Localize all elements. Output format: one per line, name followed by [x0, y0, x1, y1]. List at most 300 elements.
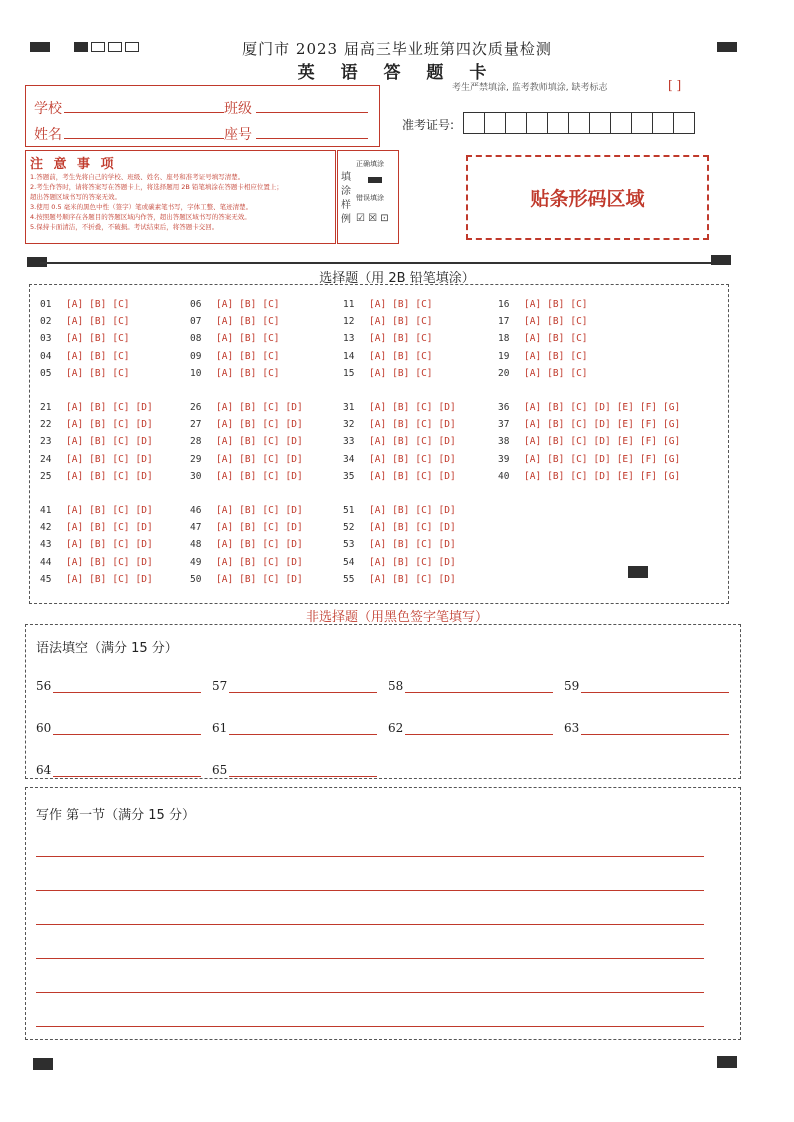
option-bubble[interactable]: [C]	[112, 573, 130, 585]
blank-63[interactable]: 63	[564, 721, 729, 735]
option-bubble[interactable]: [B]	[392, 470, 410, 482]
question-number: 24	[40, 453, 52, 465]
option-bubble[interactable]: [B]	[547, 316, 565, 328]
option-bubble[interactable]: [A]	[216, 556, 234, 568]
option-bubble[interactable]: [C]	[112, 436, 130, 448]
option-bubble[interactable]: [F]	[639, 436, 658, 448]
option-bubble[interactable]: [C]	[262, 419, 280, 431]
option-bubble[interactable]: [B]	[89, 453, 107, 465]
option-bubble[interactable]: [C]	[415, 539, 433, 551]
option-bubble[interactable]: [A]	[216, 470, 234, 482]
writing-line[interactable]	[36, 992, 704, 993]
mc-question-48	[190, 539, 309, 550]
sample-vertical-label: 填涂样例	[341, 172, 351, 225]
option-bubble[interactable]: [F]	[639, 470, 658, 482]
note-item: 3.使用 0.5 毫米的黑色中性（签字）笔或碳素笔书写，字体工整、笔迹清楚。	[30, 203, 253, 211]
mc-question-14	[343, 351, 439, 362]
option-bubble[interactable]: [A]	[369, 436, 387, 448]
exam-number-cells[interactable]	[463, 112, 694, 134]
question-number: 17	[498, 316, 510, 328]
option-bubble[interactable]: [D]	[593, 419, 611, 431]
blank-57[interactable]: 57	[212, 679, 377, 693]
option-bubble[interactable]: [A]	[216, 316, 234, 328]
question-number: 22	[40, 419, 52, 431]
option-bubble[interactable]: [B]	[239, 539, 257, 551]
option-bubble[interactable]: [D]	[135, 573, 153, 585]
option-bubble[interactable]: [A]	[524, 299, 542, 310]
option-bubble[interactable]: [B]	[547, 470, 565, 482]
blank-56[interactable]: 56	[36, 679, 201, 693]
option-bubble[interactable]: [B]	[239, 316, 257, 328]
option-bubble[interactable]: [C]	[415, 505, 433, 516]
option-bubble[interactable]: [C]	[262, 402, 280, 413]
option-bubble[interactable]: [D]	[285, 573, 303, 585]
option-bubble[interactable]: [D]	[285, 419, 303, 431]
option-bubble[interactable]: [E]	[616, 419, 634, 431]
option-bubble[interactable]: [B]	[392, 299, 410, 310]
option-bubble[interactable]: [B]	[239, 556, 257, 568]
option-bubble[interactable]: [C]	[415, 299, 433, 310]
question-number: 51	[343, 505, 355, 516]
option-bubble[interactable]: [A]	[66, 453, 84, 465]
blank-65[interactable]: 65	[212, 763, 377, 777]
option-bubble[interactable]: [A]	[369, 453, 387, 465]
option-bubble[interactable]: [A]	[216, 367, 234, 379]
writing-line[interactable]	[36, 924, 704, 925]
option-bubble[interactable]: [B]	[392, 367, 410, 379]
blank-64[interactable]: 64	[36, 763, 201, 777]
option-bubble[interactable]: [B]	[89, 367, 107, 379]
option-bubble[interactable]: [B]	[547, 367, 565, 379]
option-bubble[interactable]: [C]	[112, 350, 130, 362]
option-bubble[interactable]: [B]	[547, 299, 565, 310]
option-bubble[interactable]: [C]	[262, 505, 280, 516]
option-bubble[interactable]: [D]	[135, 402, 153, 413]
option-bubble[interactable]: [B]	[392, 573, 410, 585]
mc-question-54	[343, 557, 462, 568]
option-bubble[interactable]: [A]	[369, 556, 387, 568]
blank-59[interactable]: 59	[564, 679, 729, 693]
option-bubble[interactable]: [C]	[415, 333, 433, 345]
option-bubble[interactable]: [A]	[216, 505, 234, 516]
option-bubble[interactable]: [B]	[392, 556, 410, 568]
mc-question-09	[190, 351, 286, 362]
option-bubble[interactable]: [A]	[66, 299, 84, 310]
mc-question-13	[343, 333, 439, 344]
question-number: 30	[190, 470, 202, 482]
option-bubble[interactable]: [D]	[285, 470, 303, 482]
option-bubble[interactable]: [A]	[66, 470, 84, 482]
option-bubble[interactable]: [C]	[262, 453, 280, 465]
option-bubble[interactable]: [C]	[415, 522, 433, 534]
option-bubble[interactable]: [B]	[392, 522, 410, 534]
option-bubble[interactable]: [B]	[547, 436, 565, 448]
option-bubble[interactable]: [D]	[438, 402, 456, 413]
question-number: 20	[498, 367, 510, 379]
question-number: 32	[343, 419, 355, 431]
question-number: 15	[343, 367, 355, 379]
question-number: 27	[190, 419, 202, 431]
option-bubble[interactable]: [D]	[438, 522, 456, 534]
question-number: 21	[40, 402, 52, 413]
option-bubble[interactable]: [B]	[89, 505, 107, 516]
school-field[interactable]	[64, 112, 224, 113]
mc-question-22	[40, 419, 159, 430]
option-bubble[interactable]: [D]	[135, 522, 153, 534]
option-bubble[interactable]: [G]	[663, 402, 681, 413]
option-bubble[interactable]: [A]	[369, 402, 387, 413]
option-bubble[interactable]: [A]	[524, 419, 542, 431]
option-bubble[interactable]: [D]	[135, 539, 153, 551]
mc-question-31	[343, 402, 462, 413]
mc-question-47	[190, 522, 309, 533]
blank-58[interactable]: 58	[388, 679, 553, 693]
writing-line[interactable]	[36, 890, 704, 891]
option-bubble[interactable]: [B]	[392, 333, 410, 345]
question-number: 53	[343, 539, 355, 551]
question-number: 12	[343, 316, 355, 328]
option-bubble[interactable]: [G]	[663, 436, 681, 448]
option-bubble[interactable]: [A]	[66, 522, 84, 534]
option-bubble[interactable]: [B]	[89, 402, 107, 413]
option-bubble[interactable]: [B]	[89, 539, 107, 551]
option-bubble[interactable]: [D]	[135, 556, 153, 568]
option-bubble[interactable]: [A]	[66, 316, 84, 328]
option-bubble[interactable]: [D]	[285, 522, 303, 534]
option-bubble[interactable]: [C]	[112, 316, 130, 328]
option-bubble[interactable]: [C]	[415, 470, 433, 482]
mc-question-16	[498, 299, 594, 310]
mc-question-12	[343, 316, 439, 327]
note-item: 1.答题前，考生先将自己的学校、班级、姓名、座号和准考证号填写清楚。	[30, 173, 245, 181]
option-bubble[interactable]: [C]	[112, 505, 130, 516]
option-bubble[interactable]: [A]	[216, 350, 234, 362]
mc-question-25	[40, 471, 159, 482]
writing-line[interactable]	[36, 856, 704, 857]
question-number: 42	[40, 522, 52, 534]
question-number: 05	[40, 367, 52, 379]
option-bubble[interactable]: [B]	[392, 316, 410, 328]
option-bubble[interactable]: [A]	[66, 402, 84, 413]
option-bubble[interactable]: [A]	[369, 350, 387, 362]
option-bubble[interactable]: [D]	[438, 573, 456, 585]
option-bubble[interactable]: [B]	[239, 470, 257, 482]
question-number: 54	[343, 556, 355, 568]
option-bubble[interactable]: [B]	[392, 505, 410, 516]
option-bubble[interactable]: [C]	[262, 573, 280, 585]
option-bubble[interactable]: [D]	[438, 505, 456, 516]
option-bubble[interactable]: [B]	[239, 453, 257, 465]
option-bubble[interactable]: [D]	[438, 470, 456, 482]
option-bubble[interactable]: [F]	[639, 419, 658, 431]
option-bubble[interactable]: [C]	[112, 367, 130, 379]
option-bubble[interactable]: [D]	[593, 402, 611, 413]
option-bubble[interactable]: [C]	[262, 367, 280, 379]
blank-61[interactable]: 61	[212, 721, 377, 735]
option-bubble[interactable]: [D]	[593, 470, 611, 482]
option-bubble[interactable]: [C]	[415, 556, 433, 568]
option-bubble[interactable]: [D]	[135, 505, 153, 516]
option-bubble[interactable]: [A]	[369, 573, 387, 585]
option-bubble[interactable]: [C]	[415, 453, 433, 465]
option-bubble[interactable]: [A]	[524, 367, 542, 379]
option-bubble[interactable]: [D]	[135, 453, 153, 465]
question-number: 36	[498, 402, 510, 413]
mc-question-37	[498, 419, 686, 430]
option-bubble[interactable]: [B]	[239, 522, 257, 534]
option-bubble[interactable]: [A]	[66, 436, 84, 448]
option-bubble[interactable]: [C]	[415, 367, 433, 379]
option-bubble[interactable]: [C]	[262, 522, 280, 534]
option-bubble[interactable]: [B]	[239, 367, 257, 379]
question-number: 50	[190, 573, 202, 585]
option-bubble[interactable]: [C]	[570, 470, 588, 482]
option-bubble[interactable]: [A]	[66, 539, 84, 551]
option-bubble[interactable]: [B]	[89, 573, 107, 585]
option-bubble[interactable]: [B]	[239, 505, 257, 516]
option-bubble[interactable]: [A]	[216, 436, 234, 448]
question-number: 04	[40, 350, 52, 362]
option-bubble[interactable]: [C]	[415, 402, 433, 413]
option-bubble[interactable]: [B]	[89, 350, 107, 362]
option-bubble[interactable]: [D]	[285, 505, 303, 516]
option-bubble[interactable]: [A]	[369, 299, 387, 310]
option-bubble[interactable]: [E]	[616, 470, 634, 482]
question-number: 08	[190, 333, 202, 345]
option-bubble[interactable]: [C]	[262, 539, 280, 551]
option-bubble[interactable]: [B]	[392, 539, 410, 551]
option-bubble[interactable]: [D]	[285, 539, 303, 551]
option-bubble[interactable]: [B]	[547, 350, 565, 362]
writing-line[interactable]	[36, 958, 704, 959]
mc-question-01	[40, 299, 136, 310]
option-bubble[interactable]: [D]	[438, 539, 456, 551]
option-bubble[interactable]: [B]	[239, 402, 257, 413]
option-bubble[interactable]: [F]	[639, 402, 658, 413]
option-bubble[interactable]: [B]	[392, 419, 410, 431]
option-bubble[interactable]: [A]	[524, 453, 542, 465]
option-bubble[interactable]: [C]	[112, 556, 130, 568]
notes-title: 注 意 事 项	[30, 157, 117, 172]
option-bubble[interactable]: [C]	[112, 522, 130, 534]
option-bubble[interactable]: [B]	[392, 350, 410, 362]
seat-label: 座号	[224, 127, 252, 143]
option-bubble[interactable]: [C]	[570, 402, 588, 413]
option-bubble[interactable]: [C]	[112, 333, 130, 345]
option-bubble[interactable]: [C]	[112, 453, 130, 465]
question-number: 02	[40, 316, 52, 328]
option-bubble[interactable]: [A]	[66, 350, 84, 362]
option-bubble[interactable]: [C]	[112, 470, 130, 482]
option-bubble[interactable]: [B]	[547, 402, 565, 413]
option-bubble[interactable]: [A]	[369, 505, 387, 516]
absent-checkbox[interactable]: [ ]	[668, 78, 682, 92]
option-bubble[interactable]: [B]	[239, 333, 257, 345]
option-bubble[interactable]: [E]	[616, 402, 634, 413]
option-bubble[interactable]: [A]	[216, 419, 234, 431]
option-bubble[interactable]: [D]	[438, 419, 456, 431]
option-bubble[interactable]: [D]	[438, 453, 456, 465]
option-bubble[interactable]: [B]	[547, 419, 565, 431]
seat-field[interactable]	[256, 138, 368, 139]
option-bubble[interactable]: [A]	[369, 333, 387, 345]
option-bubble[interactable]: [C]	[262, 299, 280, 310]
option-bubble[interactable]: [C]	[570, 316, 588, 328]
option-bubble[interactable]: [B]	[89, 419, 107, 431]
option-bubble[interactable]: [B]	[89, 556, 107, 568]
timing-mark-bottom-right	[717, 1056, 737, 1068]
option-bubble[interactable]: [C]	[262, 316, 280, 328]
option-bubble[interactable]: [C]	[570, 350, 588, 362]
mc-question-35	[343, 471, 462, 482]
option-bubble[interactable]: [C]	[415, 419, 433, 431]
option-bubble[interactable]: [B]	[239, 573, 257, 585]
option-bubble[interactable]: [B]	[392, 402, 410, 413]
option-bubble[interactable]: [D]	[438, 556, 456, 568]
question-number: 31	[343, 402, 355, 413]
option-bubble[interactable]: [D]	[593, 436, 611, 448]
option-bubble[interactable]: [B]	[89, 333, 107, 345]
question-number: 29	[190, 453, 202, 465]
option-bubble[interactable]: [A]	[524, 350, 542, 362]
option-bubble[interactable]: [B]	[392, 453, 410, 465]
option-bubble[interactable]: [C]	[262, 556, 280, 568]
option-bubble[interactable]: [D]	[135, 436, 153, 448]
option-bubble[interactable]: [D]	[285, 436, 303, 448]
option-bubble[interactable]: [A]	[216, 539, 234, 551]
blank-62[interactable]: 62	[388, 721, 553, 735]
question-number: 06	[190, 299, 202, 310]
option-bubble[interactable]: [A]	[66, 419, 84, 431]
option-bubble[interactable]: [B]	[239, 299, 257, 310]
mc-question-34	[343, 454, 462, 465]
option-bubble[interactable]: [A]	[369, 419, 387, 431]
option-bubble[interactable]: [D]	[593, 453, 611, 465]
option-bubble[interactable]: [A]	[216, 522, 234, 534]
mc-section-title: 选择题（用 2B 铅笔填涂）	[319, 271, 475, 286]
option-bubble[interactable]: [A]	[66, 556, 84, 568]
blank-60[interactable]: 60	[36, 721, 201, 735]
option-bubble[interactable]: [B]	[239, 350, 257, 362]
option-bubble[interactable]: [G]	[663, 470, 681, 482]
option-bubble[interactable]: [B]	[547, 333, 565, 345]
writing-line[interactable]	[36, 1026, 704, 1027]
mc-question-02	[40, 316, 136, 327]
option-bubble[interactable]: [D]	[135, 470, 153, 482]
name-field[interactable]	[64, 138, 224, 139]
mc-question-44	[40, 557, 159, 568]
option-bubble[interactable]: [B]	[392, 436, 410, 448]
option-bubble[interactable]: [A]	[216, 573, 234, 585]
option-bubble[interactable]: [A]	[524, 402, 542, 413]
option-bubble[interactable]: [C]	[570, 453, 588, 465]
option-bubble[interactable]: [G]	[663, 453, 681, 465]
option-bubble[interactable]: [D]	[285, 556, 303, 568]
option-bubble[interactable]: [C]	[415, 436, 433, 448]
option-bubble[interactable]: [A]	[524, 436, 542, 448]
option-bubble[interactable]: [B]	[89, 470, 107, 482]
timing-mark-mid-right	[711, 255, 731, 265]
option-bubble[interactable]: [A]	[369, 470, 387, 482]
option-bubble[interactable]: [E]	[616, 436, 634, 448]
option-bubble[interactable]: [C]	[262, 470, 280, 482]
question-number: 13	[343, 333, 355, 345]
option-bubble[interactable]: [A]	[369, 316, 387, 328]
mc-question-45	[40, 574, 159, 585]
option-bubble[interactable]: [B]	[547, 453, 565, 465]
option-bubble[interactable]: [D]	[438, 436, 456, 448]
mc-question-04	[40, 351, 136, 362]
option-bubble[interactable]: [C]	[570, 333, 588, 345]
mc-question-21	[40, 402, 159, 413]
option-bubble[interactable]: [B]	[89, 436, 107, 448]
question-number: 28	[190, 436, 202, 448]
option-bubble[interactable]: [A]	[369, 522, 387, 534]
option-bubble[interactable]: [C]	[262, 333, 280, 345]
option-bubble[interactable]: [A]	[216, 333, 234, 345]
option-bubble[interactable]: [A]	[524, 333, 542, 345]
option-bubble[interactable]: [A]	[66, 367, 84, 379]
notes-box	[25, 150, 336, 244]
option-bubble[interactable]: [A]	[369, 367, 387, 379]
option-bubble[interactable]: [A]	[66, 333, 84, 345]
option-bubble[interactable]: [C]	[415, 316, 433, 328]
option-bubble[interactable]: [A]	[66, 573, 84, 585]
option-bubble[interactable]: [C]	[570, 367, 588, 379]
option-bubble[interactable]: [C]	[570, 436, 588, 448]
option-bubble[interactable]: [A]	[216, 299, 234, 310]
option-bubble[interactable]: [B]	[239, 436, 257, 448]
option-bubble[interactable]: [A]	[216, 453, 234, 465]
option-bubble[interactable]: [C]	[112, 402, 130, 413]
option-bubble[interactable]: [A]	[369, 539, 387, 551]
question-number: 03	[40, 333, 52, 345]
option-bubble[interactable]: [A]	[524, 470, 542, 482]
mc-question-17	[498, 316, 594, 327]
option-bubble[interactable]: [B]	[89, 522, 107, 534]
option-bubble[interactable]: [A]	[66, 505, 84, 516]
option-bubble[interactable]: [B]	[89, 299, 107, 310]
option-bubble[interactable]: [C]	[570, 299, 588, 310]
option-bubble[interactable]: [E]	[616, 453, 634, 465]
option-bubble[interactable]: [D]	[135, 419, 153, 431]
question-number: 09	[190, 350, 202, 362]
option-bubble[interactable]: [C]	[262, 436, 280, 448]
option-bubble[interactable]: [C]	[415, 573, 433, 585]
mc-question-26	[190, 402, 309, 413]
mc-question-51	[343, 505, 462, 516]
option-bubble[interactable]: [C]	[112, 299, 130, 310]
class-field[interactable]	[256, 112, 368, 113]
option-bubble[interactable]: [A]	[216, 402, 234, 413]
option-bubble[interactable]: [D]	[285, 453, 303, 465]
option-bubble[interactable]: [A]	[524, 316, 542, 328]
option-bubble[interactable]: [C]	[415, 350, 433, 362]
mc-question-50	[190, 574, 309, 585]
option-bubble[interactable]: [D]	[285, 402, 303, 413]
option-bubble[interactable]: [G]	[663, 419, 681, 431]
option-bubble[interactable]: [C]	[112, 539, 130, 551]
option-bubble[interactable]: [F]	[639, 453, 658, 465]
mc-question-15	[343, 368, 439, 379]
option-bubble[interactable]: [C]	[570, 419, 588, 431]
mc-question-29	[190, 454, 309, 465]
option-bubble[interactable]: [B]	[89, 316, 107, 328]
option-bubble[interactable]: [B]	[239, 419, 257, 431]
option-bubble[interactable]: [C]	[262, 350, 280, 362]
option-bubble[interactable]: [C]	[112, 419, 130, 431]
question-number: 16	[498, 299, 510, 310]
